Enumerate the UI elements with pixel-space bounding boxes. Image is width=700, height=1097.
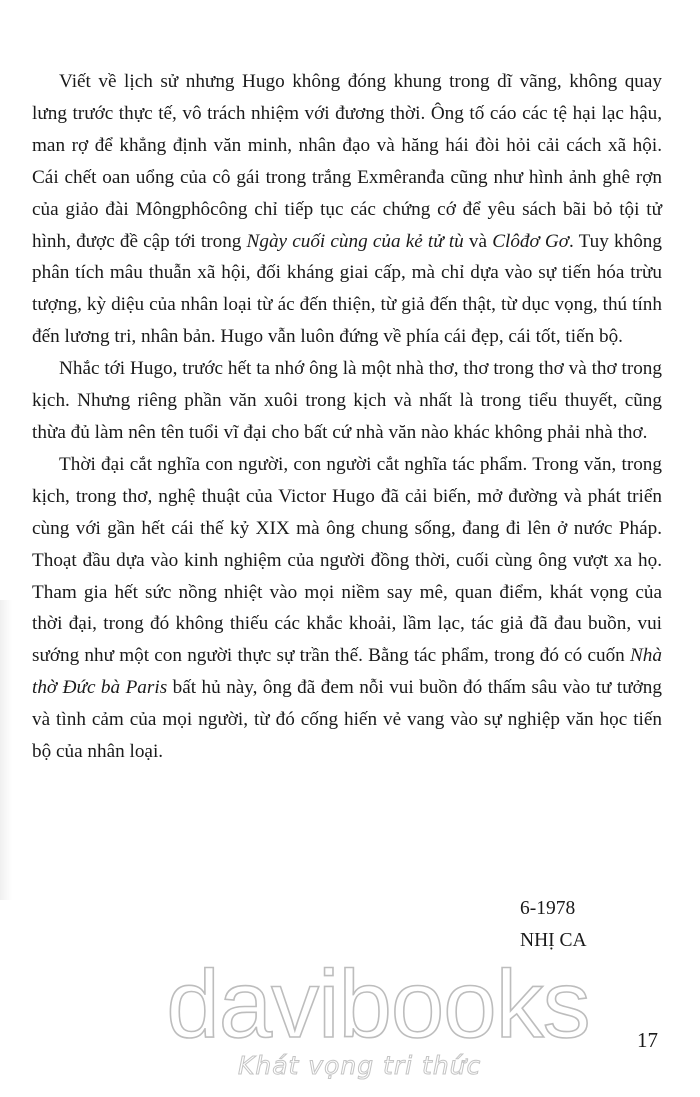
italic-title: Clôđơ Gơ (492, 230, 570, 252)
signature-block (520, 893, 587, 957)
paragraph (32, 66, 662, 353)
watermark-brand: davibooks (166, 951, 590, 1058)
text-run: Viết về lịch sử nhưng Hugo không đóng khung trong dĩ vãng, không quay lưng trước thực tế, vô trách nhiệm với đương thời. Ông tố cáo các tệ hại lạc hậu, man rợ để khẳng định văn minh, nhân đạo và hăng hái đòi hỏi cải cách xã hội. Cái chết oan uổng của cô gái trong trắng Exmêranđa cũng như hình ảnh ghê rợn của giảo đài Môngphôcông chỉ tiếp tục các chứng cớ để yêu sách bãi bỏ tội tử hình, được đề cập tới trong (32, 71, 662, 252)
text-run: Thời đại cắt nghĩa con người, con người cắt nghĩa tác phẩm. Trong văn, trong kịch, trong thơ, nghệ thuật của Victor Hugo đã cải biến, mở đường và phát triển cùng với gần hết cái thế kỷ XIX mà ông chung sống, đang đi lên ở nước Pháp. Thoạt đầu dựa vào kinh nghiệm của người đồng thời, cuối cùng ông vượt xa họ. Tham gia hết sức nồng nhiệt vào mọi niềm say mê, quan điểm, khát vọng của thời đại, trong đó không thiếu các khắc khoải, lầm lạc, tác giả đã đau buồn, vui sướng như một con người thực sự trần thế. Bằng tác phẩm, trong đó có cuốn (32, 453, 662, 667)
text-run: và (463, 230, 493, 252)
body-text (32, 66, 662, 768)
page-gutter-shadow (0, 600, 12, 900)
page-number: 17 (637, 1028, 658, 1052)
signature-author: NHỊ CA (520, 930, 587, 951)
paragraph (32, 449, 662, 768)
italic-title: Nhà thờ Đức bà Paris (32, 645, 662, 699)
text-run: . Tuy không phân tích mâu thuẫn xã hội, đối kháng giai cấp, mà chỉ dựa vào sự tiến hóa trừu tượng, kỳ diệu của nhân loại từ ác đến thiện, từ giả đến thật, từ dục vọng, thú tính đến lương tri, nhân bản. Hugo vẫn luôn đứng về phía cái đẹp, cái tốt, tiến bộ. (32, 230, 662, 348)
text-run: Nhắc tới Hugo, trước hết ta nhớ ông là một nhà thơ, thơ trong thơ và thơ trong kịch. Nhưng riêng phần văn xuôi trong kịch và nhất là trong tiểu thuyết, cũng thừa đủ làm nên tên tuổi vĩ đại cho bất cứ nhà văn nào khác không phải nhà thơ. (32, 358, 662, 443)
signature-date: 6-1978 (520, 898, 576, 919)
text-run: bất hủ này, ông đã đem nỗi vui buồn đó thấm sâu vào tư tưởng và tình cảm của mọi người, từ đó cống hiến vẻ vang vào sự nghiệp văn học tiến bộ của nhân loại. (32, 677, 662, 763)
paragraph (32, 353, 662, 449)
italic-title: Ngày cuối cùng của kẻ tử tù (246, 230, 464, 252)
watermark-slogan: Khát vọng tri thức (238, 1051, 482, 1080)
watermark (148, 951, 608, 1081)
